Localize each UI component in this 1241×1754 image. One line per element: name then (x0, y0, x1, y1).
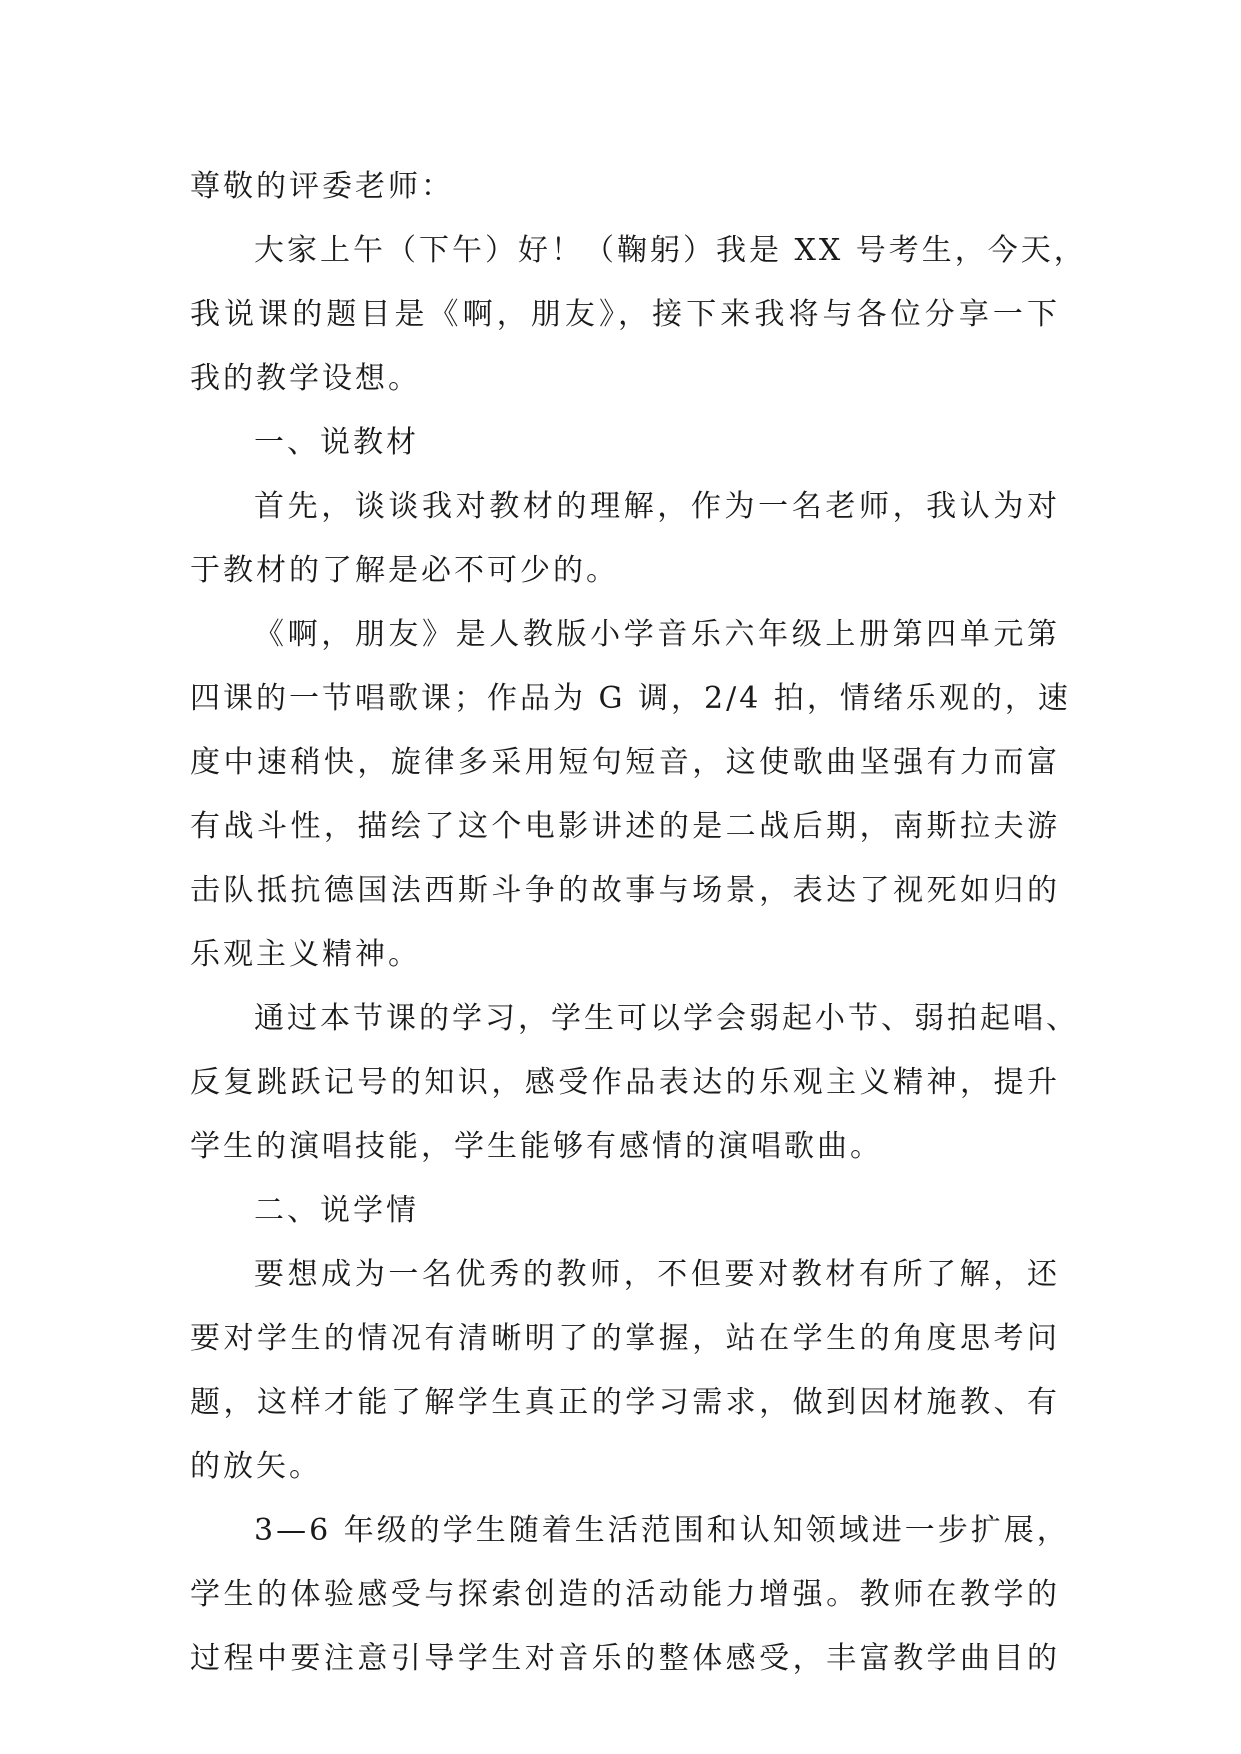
paragraph-line: 题，这样才能了解学生真正的学习需求，做到因材施教、有 (190, 1385, 1060, 1420)
paragraph-line: 度中速稍快，旋律多采用短句短音，这使歌曲坚强有力而富 (190, 745, 1060, 780)
paragraph-line: 要对学生的情况有清晰明了的掌握，站在学生的角度思考问 (190, 1321, 1060, 1356)
paragraph-line: 的放矢。 (190, 1449, 322, 1484)
paragraph-line: 过程中要注意引导学生对音乐的整体感受，丰富教学曲目的 (190, 1641, 1060, 1676)
paragraph-line: 通过本节课的学习，学生可以学会弱起小节、弱拍起唱、 (254, 1001, 1079, 1036)
paragraph-line: 有战斗性，描绘了这个电影讲述的是二战后期，南斯拉夫游 (190, 809, 1060, 844)
paragraph-line: 于教材的了解是必不可少的。 (190, 553, 619, 588)
paragraph-line: 学生的体验感受与探索创造的活动能力增强。教师在教学的 (190, 1577, 1060, 1612)
paragraph-line: 我说课的题目是《啊，朋友》，接下来我将与各位分享一下 (190, 297, 1060, 332)
paragraph-line: 学生的演唱技能，学生能够有感情的演唱歌曲。 (190, 1129, 883, 1164)
section-heading: 一、说教材 (254, 425, 419, 460)
paragraph-line: 3—6 年级的学生随着生活范围和认知领域进一步扩展， (254, 1513, 1070, 1548)
document-body (190, 155, 1087, 1691)
paragraph-line: 反复跳跃记号的知识，感受作品表达的乐观主义精神，提升 (190, 1065, 1060, 1100)
paragraph-line: 乐观主义精神。 (190, 937, 421, 972)
paragraph-line: 要想成为一名优秀的教师，不但要对教材有所了解，还 (254, 1257, 1060, 1292)
paragraph-line: 首先，谈谈我对教材的理解，作为一名老师，我认为对 (254, 489, 1060, 524)
section-heading: 二、说学情 (254, 1193, 419, 1228)
salutation: 尊敬的评委老师： (190, 169, 454, 204)
paragraph-line: 四课的一节唱歌课；作品为 G 调，2/4 拍，情绪乐观的，速 (190, 681, 1071, 716)
paragraph-line: 击队抵抗德国法西斯斗争的故事与场景，表达了视死如归的 (190, 873, 1060, 908)
paragraph-line: 我的教学设想。 (190, 361, 421, 396)
paragraph-line: 《啊，朋友》是人教版小学音乐六年级上册第四单元第 (254, 617, 1060, 652)
paragraph-line: 大家上午（下午）好！（鞠躬）我是 XX 号考生，今天， (254, 233, 1087, 268)
